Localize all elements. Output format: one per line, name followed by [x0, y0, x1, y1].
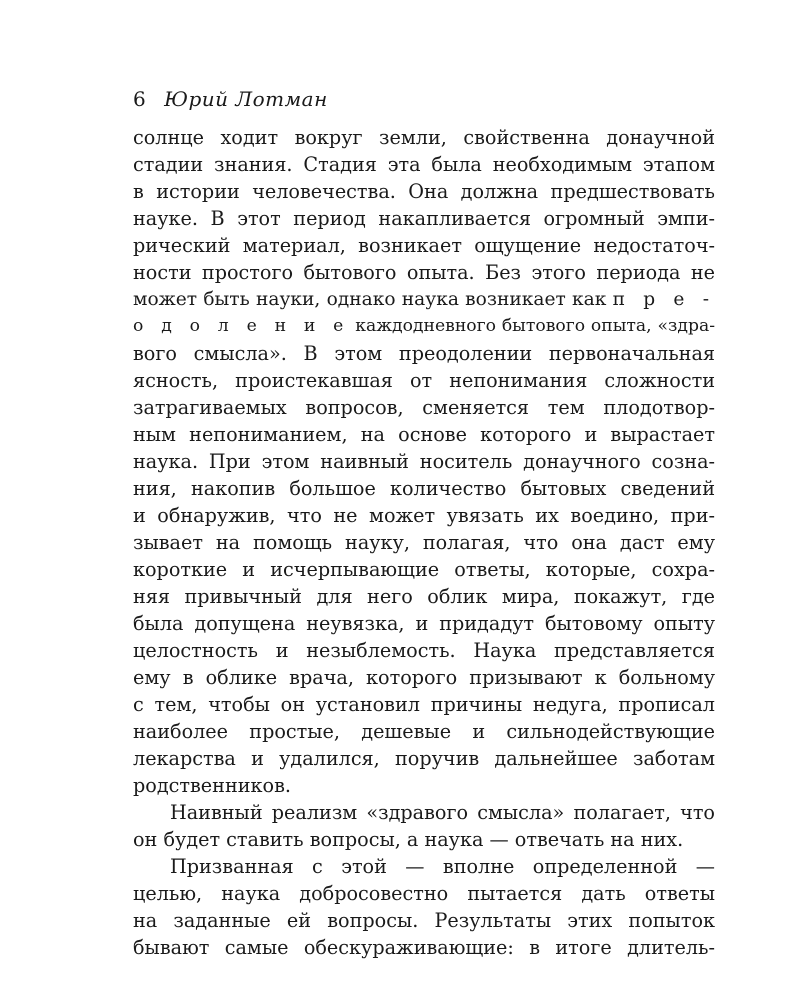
text-line: вого смысла». В этом преодолении первоначальная: [133, 342, 715, 365]
text-line: бывают самые обескураживающие: в итоге длитель-: [133, 936, 715, 959]
text-line: науке. В этот период накапливается огромный эмпи-: [133, 207, 715, 230]
text-line: в истории человечества. Она должна предшествовать: [133, 180, 715, 203]
text-line: ясность, проистекавшая от непонимания сложности: [133, 369, 715, 392]
text-line: ности простого бытового опыта. Без этого периода не: [133, 261, 715, 284]
body-text: [133, 124, 715, 961]
spaced-emphasis: п р е -: [612, 289, 715, 310]
text-line: наиболее простые, дешевые и сильнодействующие: [133, 720, 715, 743]
text-line: Призванная с этой — вполне определенной —: [170, 855, 715, 878]
text-line: [133, 313, 715, 340]
text-line: [133, 286, 715, 313]
text-line: солнце ходит вокруг земли, свойственна донаучной: [133, 126, 715, 149]
text-line: целью, наука добросовестно пытается дать ответы: [133, 882, 715, 905]
text-fragment: может быть науки, однако наука возникает как: [133, 289, 607, 310]
text-line: ему в облике врача, которого призывают к больному: [133, 666, 715, 689]
text-line: ния, накопив большое количество бытовых сведений: [133, 477, 715, 500]
text-line: наука. При этом наивный носитель донаучного созна-: [133, 450, 715, 473]
text-line: зывает на помощь науку, полагая, что она даст ему: [133, 531, 715, 554]
text-line: затрагиваемых вопросов, сменяется тем плодотвор-: [133, 396, 715, 419]
spaced-emphasis: о д о л е н и е: [133, 316, 350, 336]
text-line: Наивный реализм «здравого смысла» полагает, что: [170, 801, 715, 824]
text-line: и обнаружив, что не может увязать их воедино, при-: [133, 504, 715, 527]
text-line: целостность и незыблемость. Наука представляется: [133, 639, 715, 662]
page-number: 6: [133, 87, 146, 111]
text-line: была допущена неувязка, и придадут бытовому опыту: [133, 612, 715, 635]
text-fragment: каждодневного бытового опыта, «здра-: [355, 316, 715, 336]
text-line: рический материал, возникает ощущение недостаточ-: [133, 234, 715, 257]
text-line: на заданные ей вопросы. Результаты этих попыток: [133, 909, 715, 932]
text-line: он будет ставить вопросы, а наука — отвечать на них.: [133, 828, 684, 851]
text-line: родственников.: [133, 774, 291, 797]
text-line: стадии знания. Стадия эта была необходимым этапом: [133, 153, 715, 176]
running-head: [133, 84, 328, 114]
text-line: с тем, чтобы он установил причины недуга, прописал: [133, 693, 715, 716]
text-line: ным непониманием, на основе которого и вырастает: [133, 423, 715, 446]
text-line: лекарства и удалился, поручив дальнейшее заботам: [133, 747, 715, 770]
running-head-author: Юрий Лотман: [164, 87, 328, 111]
text-line: няя привычный для него облик мира, покажут, где: [133, 585, 715, 608]
text-line: короткие и исчерпывающие ответы, которые, сохра-: [133, 558, 715, 581]
